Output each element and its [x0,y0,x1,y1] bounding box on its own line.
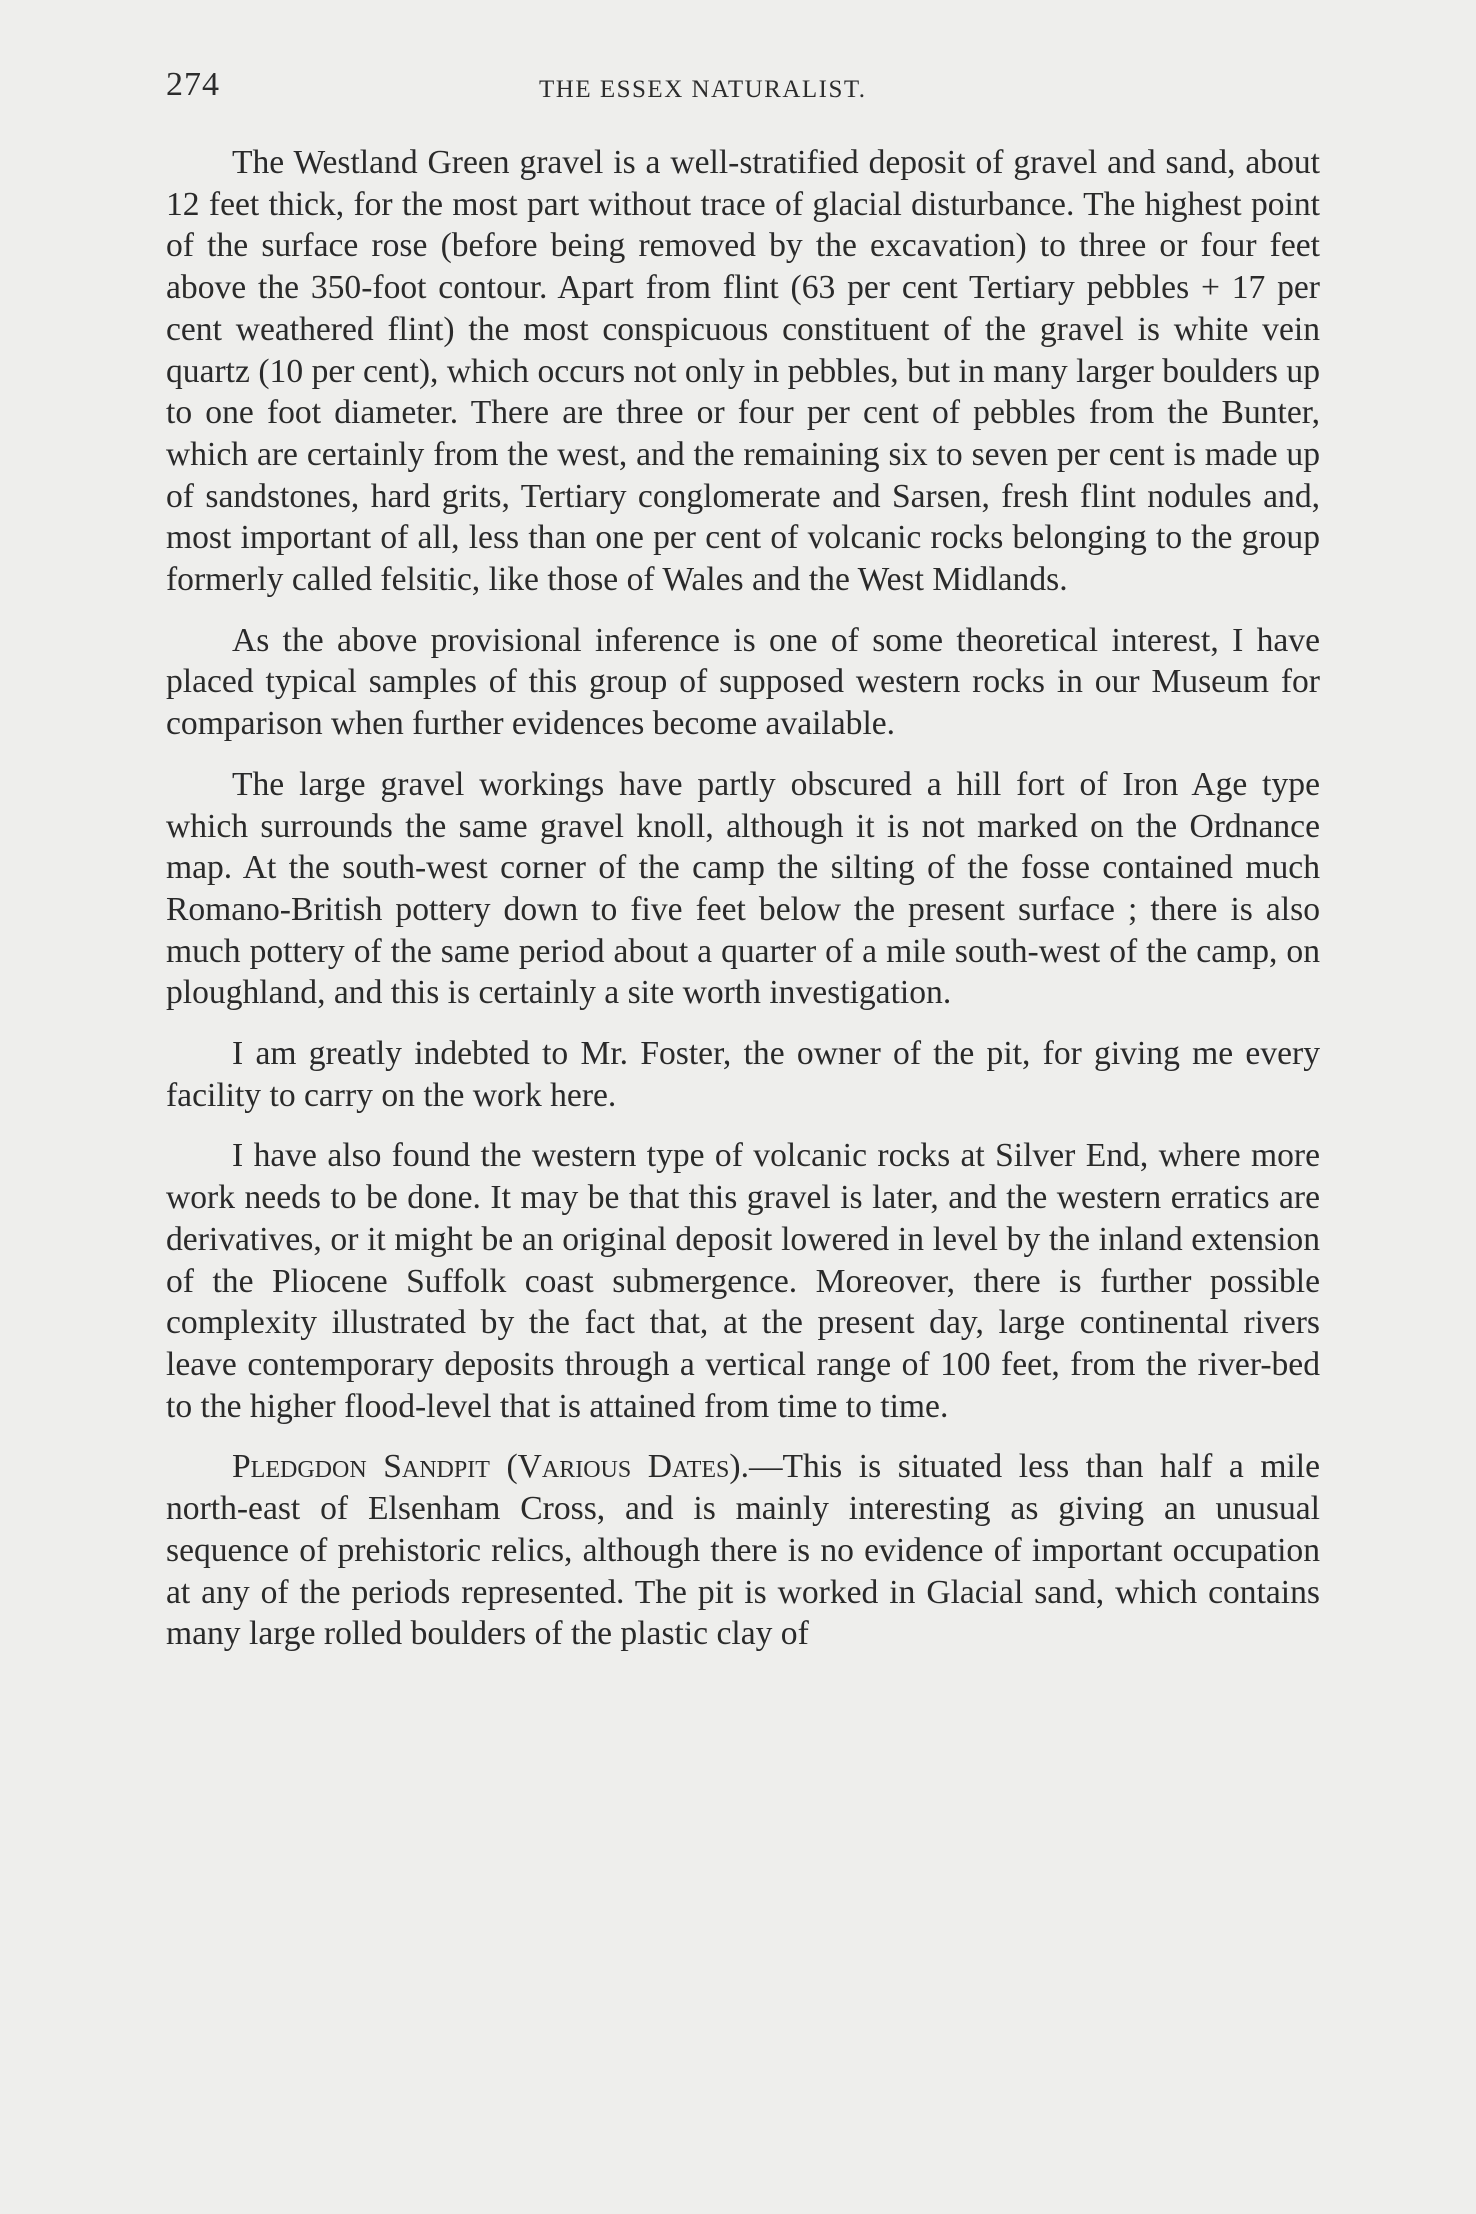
section-heading: Pledgdon Sandpit (Various Dates). [232,1448,749,1486]
paragraph-provisional-inference: As the above provisional inference is one of some theoretical interest, I have placed typical samples of this group of supposed western rocks in our Museum for comparison when further evidences become available. [166,621,1320,743]
running-title: THE ESSEX NATURALIST. [539,76,867,103]
paragraph-acknowledgement: I am greatly indebted to Mr. Foster, the owner of the pit, for giving me every facility to carry on the work here. [166,1035,1320,1114]
page-header [166,66,1320,116]
paragraph-westland-green-gravel: The Westland Green gravel is a well-stratified deposit of gravel and sand, about 12 feet thick, for the most part without trace of glacial disturbance. The highest point of the surface rose (before being removed by the excavation) to three or four feet above the 350-foot contour. Apart from flint (63 per cent Tertiary pebbles + 17 per cent weathered flint) the most conspicuous constituent of the gravel is white vein quartz (10 per cent), which occurs not only in pebbles, but in many larger boulders up to one foot diameter. There are three or four per cent of pebbles from the Bunter, which are certainly from the west, and the remaining six to seven per cent is made up of sandstones, hard grits, Tertiary conglomerate and Sarsen, fresh flint nodules and, most important of all, less than one per cent of volcanic rocks belonging to the group formerly called felsitic, like those of Wales and the West Midlands. [166,144,1320,599]
article-body [166,142,1320,1674]
paragraph-hill-fort: The large gravel workings have partly obscured a hill fort of Iron Age type which surrounds the same gravel knoll, although it is not marked on the Ordnance map. At the south-west corner of the camp the silting of the fosse contained much Romano-British pottery down to five feet below the present surface ; there is also much pottery of the same period about a quarter of a mile south-west of the camp, on ploughland, and this is certainly a site worth investigation. [166,765,1320,1012]
paragraph-pledgdon-sandpit [166,1446,1320,1655]
page-number: 274 [166,66,220,103]
paragraph-silver-end: I have also found the western type of volcanic rocks at Silver End, where more work needs to be done. It may be that this gravel is later, and the western erratics are derivatives, or it might be an original deposit lowered in level by the inland extension of the Pliocene Suffolk coast submergence. Moreover, there is further possible complexity illustrated by the fact that, at the present day, large continental rivers leave contemporary deposits through a vertical range of 100 feet, from the river-bed to the higher flood-level that is attained from time to time. [166,1137,1320,1425]
paragraph-text: —This is situated less than half a mile north-east of Elsenham Cross, and is mainly interesting as giving an unusual sequence of prehistoric relics, although there is no evidence of important occupation at any of the periods represented. The pit is worked in Glacial sand, which contains many large rolled boulders of the plastic clay of [166,1448,1320,1653]
